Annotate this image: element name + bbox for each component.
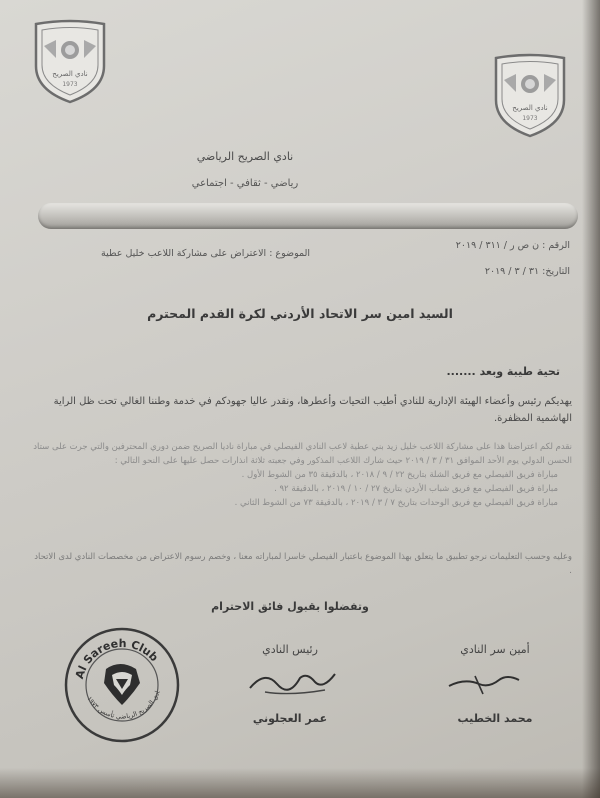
objection-text: نقدم لكم اعتراضنا هذا على مشاركة اللاعب خليل زيد بني عطية لاعب النادي الفيصلي في مباراة ناديا الصريح ضمن دوري المحترفين والتي جرت على ستاد الحسن الدولي يوم الأحد الموافق ٣١ / ٣ / ٢٠١٩ حيث شارك اللاعب المذكور وفي جعبته ثلاثة انذارات حصل عليها على النحو التالي :: [33, 442, 572, 466]
svg-text:نادي الصريح الرياضي تأسس ١٩٧٣: ادي الصريح الرياضي تأسس ١٩٧٣: [85, 689, 162, 721]
greeting: تحية طيبة وبعد .......: [446, 365, 560, 378]
header-band: [38, 203, 578, 229]
page-shadow-right: [582, 0, 600, 798]
subject-line: الموضوع : الاعتراض على مشاركة اللاعب خليل عطية: [101, 248, 310, 259]
paragraph-objection: [30, 440, 572, 510]
secretary-name: محمد الخطيب: [457, 712, 533, 725]
secretary-title: أمين سر النادي: [460, 643, 530, 656]
svg-text:نادي الصريح: نادي الصريح: [52, 70, 88, 78]
page-shadow-bottom: [0, 768, 600, 798]
list-item: مباراة فريق الفيصلي مع فريق الوحدات بتاريخ ٧ / ٣ / ٢٠١٩ ، بالدقيقة ٧٣ من الشوط الثاني .: [234, 498, 558, 508]
president-signature: [245, 660, 340, 700]
club-tagline: رياضي - ثقافي - اجتماعي: [191, 178, 299, 189]
svg-text:نادي الصريح: نادي الصريح: [512, 104, 548, 112]
svg-text:Al Sareeh Club: Al Sareeh Club: [72, 636, 161, 681]
club-logo-right: [490, 52, 570, 138]
club-logo-left: [30, 18, 110, 104]
reference-number: الرقم : ن ص ر / ٣١١ / ٢٠١٩: [455, 240, 570, 251]
svg-text:1973: 1973: [62, 81, 78, 88]
svg-text:1973: 1973: [522, 115, 538, 122]
paragraph-intro: يهديكم رئيس وأعضاء الهيئة الإدارية للنادي أطيب التحيات وأعطرها، ونقدر عاليا جهودكم في خدمة وطننا الغالي تحت ظل الراية الهاشمية المظفرة.: [53, 396, 572, 424]
paragraph-request: وعليه وحسب التعليمات نرجو تطبيق ما يتعلق بهذا الموضوع باعتبار الفيصلي خاسرا لمباراته معنا ، وخصم رسوم الاعتراض من مخصصات النادي لدى الاتحاد .: [34, 552, 572, 576]
president-name: عمر العجلوني: [252, 712, 328, 725]
club-seal-stamp: [62, 625, 182, 745]
secretary-signature: [445, 668, 525, 698]
club-name: نادي الصريح الرياضي: [196, 150, 294, 163]
list-item: مباراة فريق الفيصلي مع فريق شباب الأردن بتاريخ ٢٧ / ١٠ / ٢٠١٩ ، بالدقيقة ٩٢ .: [274, 484, 558, 494]
reference-date: التاريخ: ٣١ / ٣ / ٢٠١٩: [484, 266, 570, 277]
closing-line: وتفضلوا بقبول فائق الاحترام: [211, 600, 369, 613]
list-item: مباراة فريق الفيصلي مع فريق الشلة بتاريخ ٢٢ / ٩ / ٢٠١٨ ، بالدقيقة ٣٥ من الشوط الأول .: [241, 470, 558, 480]
president-title: رئيس النادي: [262, 643, 318, 656]
addressee: السيد امين سر الاتحاد الأردني لكرة القدم المحترم: [147, 306, 453, 321]
